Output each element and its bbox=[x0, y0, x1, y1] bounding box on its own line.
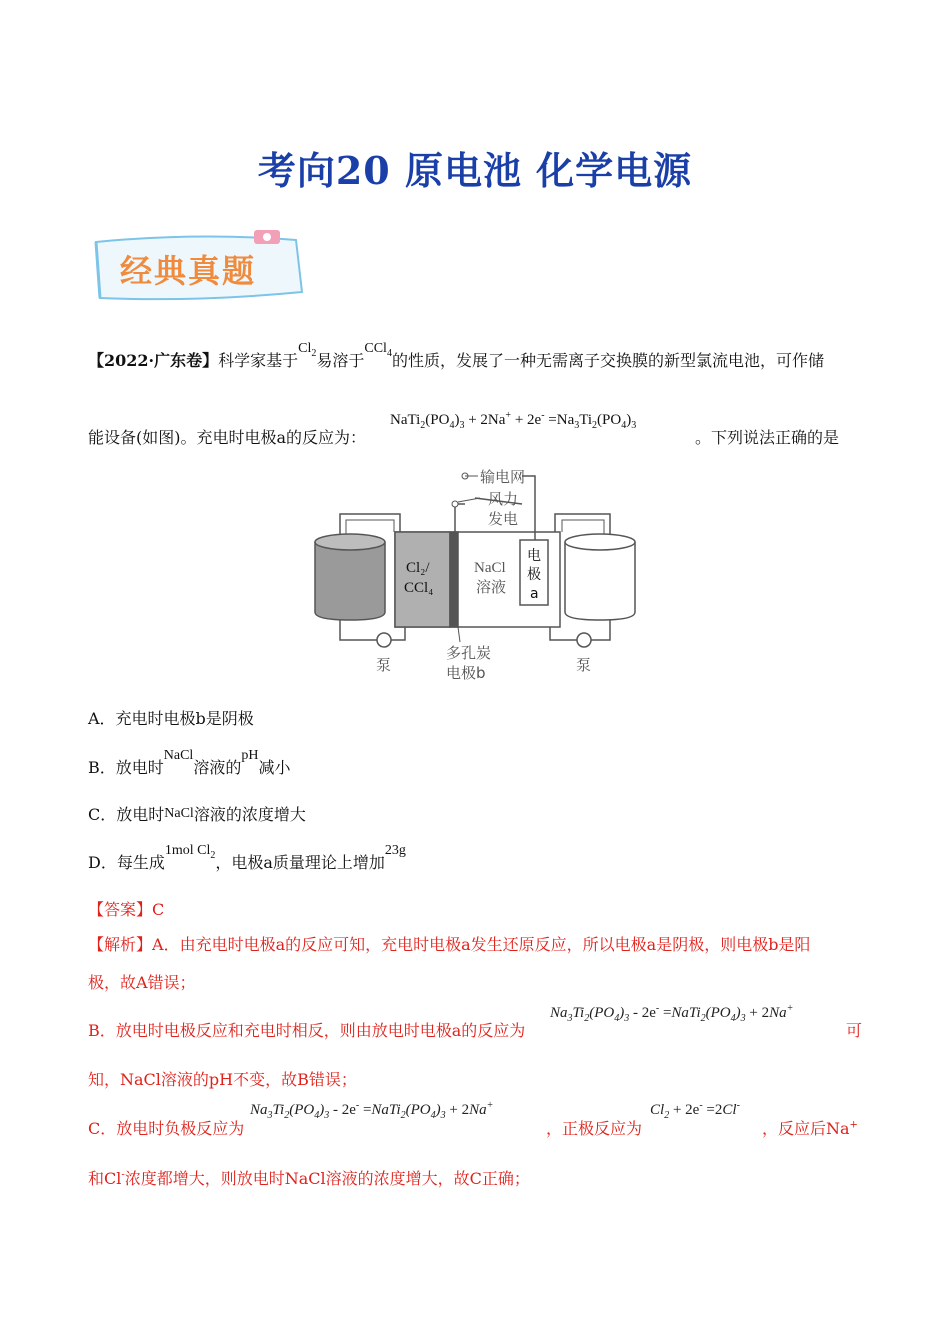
nacl-formula: NaCl bbox=[163, 748, 194, 763]
analysis-b-line-1: B．放电时电极反应和充电时相反，则由放电时电极a的反应为 bbox=[88, 1021, 526, 1040]
analysis-head: 【解析】 bbox=[88, 935, 153, 954]
text: ，电极a质量理论上增加 bbox=[215, 853, 385, 872]
text: 溶液的浓度增大 bbox=[193, 805, 306, 824]
text: D．每生成 bbox=[88, 853, 165, 872]
question-line-2 bbox=[88, 425, 366, 448]
classic-questions-badge bbox=[88, 230, 308, 309]
wind-label-1: 风力 bbox=[488, 490, 519, 508]
badge-text: 经典真题 bbox=[120, 252, 257, 290]
answer: 【答案】C bbox=[88, 900, 165, 919]
cl2-label: Cl₂/ bbox=[406, 560, 430, 576]
cl2-formula: $Cl_2$ bbox=[298, 341, 317, 359]
analysis-c-line-1: C．放电时负极反应为 bbox=[88, 1119, 245, 1138]
analysis-c-end: ，反应后Na+ bbox=[762, 1119, 858, 1138]
ph-symbol: pH bbox=[241, 748, 259, 763]
solution-label: 溶液 bbox=[476, 578, 507, 596]
option-c bbox=[88, 802, 306, 825]
text: 科学家基于 bbox=[218, 351, 299, 370]
battery-diagram bbox=[300, 462, 650, 687]
left-pump-icon bbox=[377, 633, 391, 647]
mass-value: 23g bbox=[384, 843, 406, 858]
question-line-1 bbox=[88, 341, 824, 373]
porous-label-1: 多孔炭 bbox=[446, 644, 492, 662]
porous-label-2: 电极b bbox=[446, 664, 486, 682]
option-d bbox=[88, 843, 406, 875]
discharge-reaction-a: $Na_3Ti_2(PO_4)_3 - 2e^-$ $=NaTi_2(PO_4)_3 + 2Na^+$ bbox=[550, 1003, 794, 1024]
left-pump-label: 泵 bbox=[376, 656, 392, 674]
positive-electrode-reaction: $Cl_2 + 2e^- =2Cl^-$ bbox=[650, 1100, 740, 1121]
text: 减小 bbox=[258, 758, 291, 777]
text: C．放电时 bbox=[88, 805, 165, 824]
analysis-c-mid: ，正极反应为 bbox=[546, 1119, 643, 1138]
ccl4-label: CCl₄ bbox=[404, 580, 434, 596]
grid-label: 输电网 bbox=[480, 468, 526, 486]
text: 能设备(如图)。充电时电极a的反应为： bbox=[88, 428, 367, 447]
right-pump-label: 泵 bbox=[576, 656, 592, 674]
text: 和Cl bbox=[88, 1169, 122, 1188]
analysis-a-line-1 bbox=[88, 932, 810, 955]
text: 易溶于 bbox=[316, 351, 365, 370]
text: 浓度都增大，则放电时NaCl溶液的浓度增大，故C正确； bbox=[124, 1169, 530, 1188]
analysis-b-end: 可 bbox=[846, 1021, 863, 1040]
right-pump-icon bbox=[577, 633, 591, 647]
wind-label-2: 发电 bbox=[488, 510, 519, 528]
question-tail: 。下列说法正确的是 bbox=[695, 428, 840, 447]
electrode-a-1: 电 bbox=[527, 548, 541, 564]
charging-reaction-formula: $NaTi_2(PO_4)_3 + 2Na^+ + 2e^- =Na_3Ti_2(PO_4)_3$ bbox=[390, 410, 637, 431]
option-b bbox=[88, 748, 291, 778]
electrode-a-3: a bbox=[530, 586, 539, 602]
nacl-label: NaCl bbox=[474, 560, 506, 576]
analysis-c-line-2: 和Cl-浓度都增大，则放电时NaCl溶液的浓度增大，故C正确； bbox=[88, 1169, 530, 1188]
negative-electrode-reaction: $Na_3Ti_2(PO_4)_3 - 2e^-$ $=NaTi_2(PO_4)_3 + 2Na^+$ bbox=[250, 1100, 494, 1121]
nacl-formula: NaCl bbox=[164, 806, 194, 821]
mol-cl2-formula: 1mol $Cl_2$ bbox=[164, 843, 216, 861]
electrode-a-2: 极 bbox=[527, 567, 541, 583]
text: A．由充电时电极a的反应可知，充电时电极a发生还原反应，所以电极a是阴极，则电极b是阳 bbox=[152, 935, 811, 954]
text: B．放电时 bbox=[88, 758, 164, 777]
text: 的性质，发展了一种无需离子交换膜的新型氯流电池，可作储 bbox=[391, 351, 824, 370]
ccl4-formula: CCl$_4$ bbox=[364, 341, 392, 359]
page-title: 考向20 原电池 化学电源 bbox=[257, 148, 693, 193]
question-source: 【2022·广东卷】 bbox=[88, 351, 219, 370]
option-a: A．充电时电极b是阴极 bbox=[88, 709, 254, 728]
analysis-b-line-2: 知，NaCl溶液的pH不变，故B错误； bbox=[88, 1070, 357, 1089]
analysis-a-line-2: 极，故A错误； bbox=[88, 973, 196, 992]
text: 溶液的 bbox=[193, 758, 242, 777]
